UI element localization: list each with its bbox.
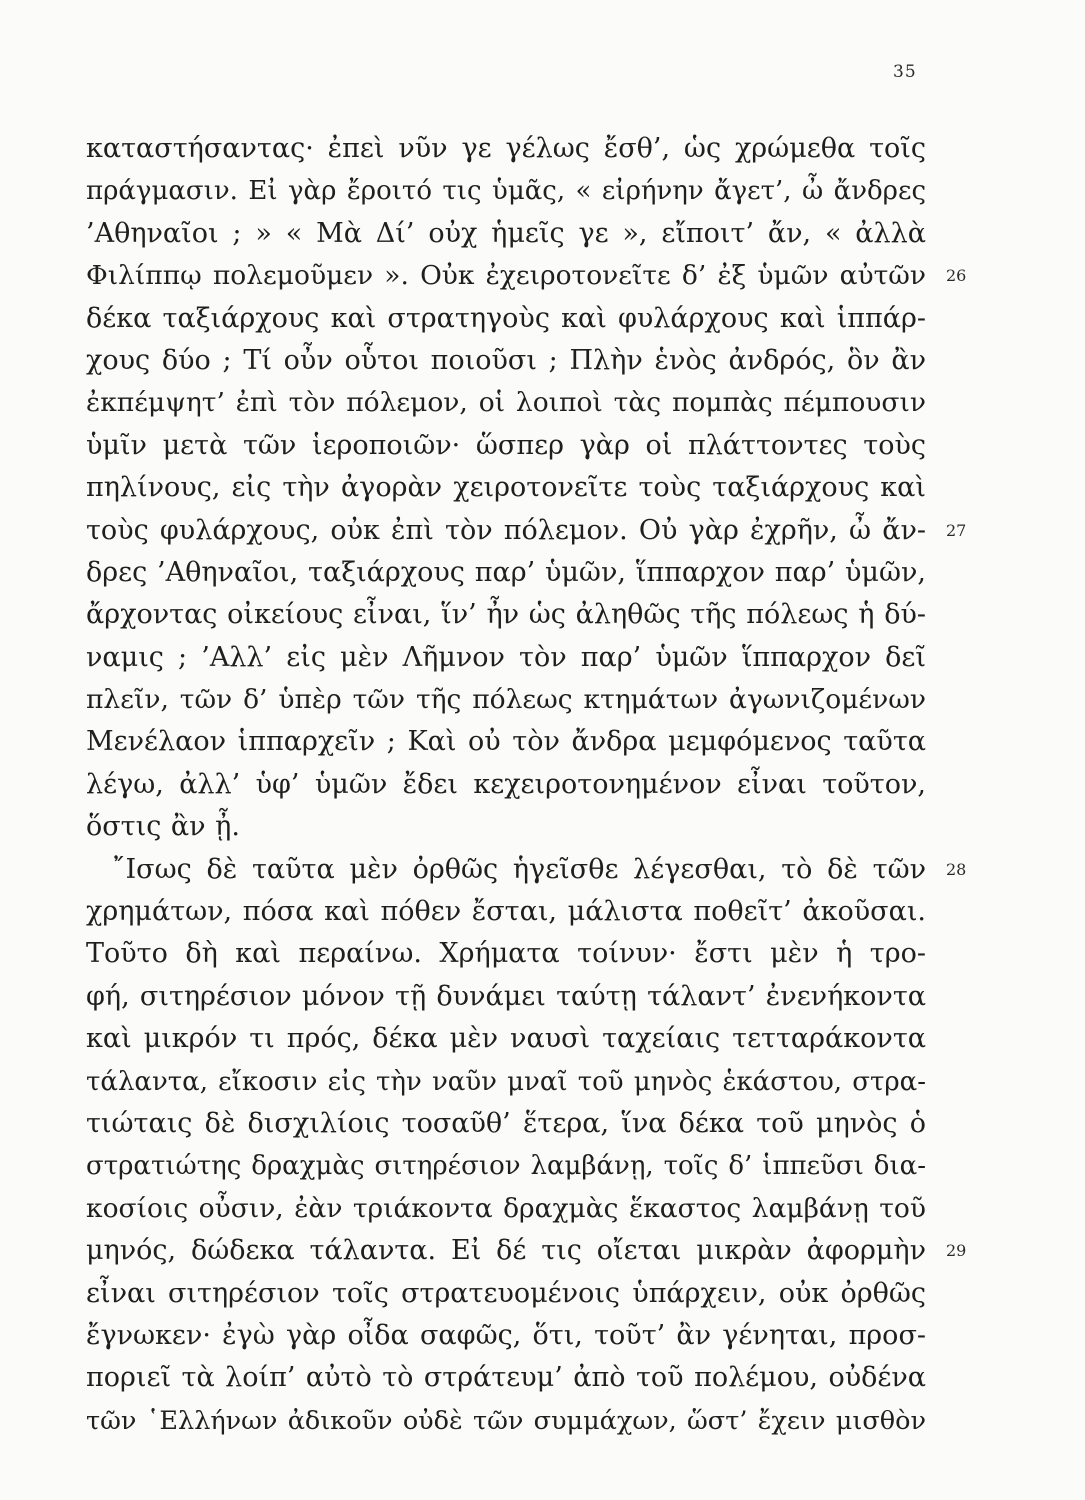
text-line (86, 170, 926, 212)
line-text: δέκα ταξιάρχους καὶ στρατηγοὺς καὶ φυλάρχους καὶ ἱππάρ- (86, 302, 926, 334)
text-line (86, 213, 926, 255)
text-line (86, 721, 926, 763)
line-text: μηνός, δώδεκα τάλαντα. Εἰ δέ τις οἴεται μικρὰν ἀφορμὴν (86, 1235, 926, 1267)
line-text: πλεῖν, τῶν δ’ ὑπὲρ τῶν τῆς πόλεως κτημάτων ἀγωνιζομένων (86, 684, 926, 716)
line-text: κοσίοις οὖσιν, ἐὰν τριάκοντα δραχμὰς ἕκαστος λαμβάνῃ τοῦ (86, 1192, 926, 1224)
text-line (86, 1273, 926, 1315)
line-text: τοὺς φυλάρχους, οὐκ ἐπὶ τὸν πόλεμον. Οὐ γὰρ ἐχρῆν, ὦ ἄν- (86, 514, 926, 546)
line-text: καταστήσαντας· ἐπεὶ νῦν γε γέλως ἔσθ’, ὡς χρώμεθα τοῖς (86, 133, 926, 164)
text-line (86, 552, 926, 594)
line-text: χρημάτων, πόσα καὶ πόθεν ἔσται, μάλιστα ποθεῖτ’ ἀκοῦσαι. (86, 896, 926, 928)
text-line (86, 467, 926, 509)
text-line (86, 1018, 926, 1060)
line-text: ναμις ; ’Αλλ’ εἰς μὲν Λῆμνον τὸν παρ’ ὑμῶν ἵππαρχον δεῖ (86, 641, 926, 673)
section-number: 26 (946, 266, 967, 286)
line-text: καὶ μικρόν τι πρός, δέκα μὲν ναυσὶ ταχείαις τετταράκοντα (86, 1023, 926, 1055)
line-text: ποριεῖ τὰ λοίπ’ αὐτὸ τὸ στράτευμ’ ἀπὸ τοῦ πολέμου, οὐδένα (86, 1362, 926, 1394)
text-line (86, 891, 926, 933)
line-text: Μενέλαον ἱππαρχεῖν ; Καὶ οὐ τὸν ἄνδρα μεμφόμενος ταῦτα (86, 726, 926, 758)
text-line (86, 933, 926, 975)
text-line (86, 1315, 926, 1357)
text-line (86, 764, 926, 806)
text-line (86, 1188, 926, 1230)
line-text: ’Αθηναῖοι ; » « Μὰ Δί’ οὐχ ἡμεῖς γε », εἴποιτ’ ἄν, « ἀλλὰ (86, 217, 926, 249)
text-line (86, 255, 967, 297)
body-text (86, 128, 967, 1442)
page-number: 35 (893, 62, 917, 82)
text-line (86, 1230, 967, 1272)
line-text: χους δύο ; Τί οὖν οὗτοι ποιοῦσι ; Πλὴν ἑνὸς ἀνδρός, ὃν ἂν (86, 344, 926, 376)
text-line (86, 1357, 926, 1399)
line-text: λέγω, ἀλλ’ ὑφ’ ὑμῶν ἔδει κεχειροτονημένον εἶναι τοῦτον, (86, 768, 926, 800)
text-line (86, 976, 926, 1018)
line-text: φή, σιτηρέσιον μόνον τῇ δυνάμει ταύτῃ τάλαντ’ ἐνενήκοντα (86, 980, 926, 1012)
text-line (86, 679, 926, 721)
line-text: ῎Ισως δὲ ταῦτα μὲν ὀρθῶς ἡγεῖσθε λέγεσθαι, τὸ δὲ τῶν (112, 853, 926, 885)
text-line (86, 1061, 926, 1103)
line-text: ἔγνωκεν· ἐγὼ γὰρ οἶδα σαφῶς, ὅτι, τοῦτ’ ἂν γένηται, προσ- (86, 1319, 926, 1351)
text-line (86, 128, 926, 170)
line-text: Τοῦτο δὴ καὶ περαίνω. Χρήματα τοίνυν· ἔστι μὲν ἡ τρο- (86, 938, 926, 970)
line-text: ἄρχοντας οἰκείους εἶναι, ἵν’ ἦν ὡς ἀληθῶς τῆς πόλεως ἡ δύ- (86, 599, 926, 631)
text-line (86, 637, 926, 679)
line-text: ἐκπέμψητ’ ἐπὶ τὸν πόλεμον, οἱ λοιποὶ τὰς πομπὰς πέμπουσιν (86, 387, 926, 419)
text-line (86, 806, 926, 848)
line-text: τιώταις δὲ δισχιλίοις τοσαῦθ’ ἕτερα, ἵνα δέκα τοῦ μηνὸς ὁ (86, 1107, 926, 1139)
line-text: πηλίνους, εἰς τὴν ἀγορὰν χειροτονεῖτε τοὺς ταξιάρχους καὶ (86, 472, 926, 504)
line-text: δρες ’Αθηναῖοι, ταξιάρχους παρ’ ὑμῶν, ἵππαρχον παρ’ ὑμῶν, (86, 556, 926, 588)
text-line (86, 1145, 926, 1187)
text-line (86, 849, 967, 891)
line-text: πράγμασιν. Εἰ γὰρ ἔροιτό τις ὑμᾶς, « εἰρήνην ἄγετ’, ὦ ἄνδρες (86, 176, 926, 207)
line-text: τῶν ῾Ελλήνων ἀδικοῦν οὐδὲ τῶν συμμάχων, ὥστ’ ἔχειν μισθὸν (86, 1405, 926, 1436)
section-number: 27 (946, 520, 967, 540)
line-text: τάλαντα, εἴκοσιν εἰς τὴν ναῦν μναῖ τοῦ μηνὸς ἑκάστου, στρα- (86, 1066, 926, 1097)
text-line (86, 382, 926, 424)
section-number: 29 (946, 1241, 967, 1261)
text-line (86, 340, 926, 382)
line-text: εἶναι σιτηρέσιον τοῖς στρατευομένοις ὑπάρχειν, οὐκ ὀρθῶς (86, 1277, 926, 1309)
text-line (86, 1103, 926, 1145)
text-line (86, 510, 967, 552)
section-number: 28 (946, 859, 967, 879)
line-text: Φιλίππῳ πολεμοῦμεν ». Οὐκ ἐχειροτονεῖτε δ’ ἐξ ὑμῶν αὐτῶν (86, 260, 926, 292)
text-line (86, 298, 926, 340)
line-text: ὅστις ἂν ᾖ. (86, 811, 240, 843)
line-text: ὑμῖν μετὰ τῶν ἱεροποιῶν· ὥσπερ γὰρ οἱ πλάττοντες τοὺς (86, 429, 926, 461)
text-line (86, 1400, 926, 1442)
text-line (86, 594, 926, 636)
line-text: στρατιώτης δραχμὰς σιτηρέσιον λαμβάνῃ, τοῖς δ’ ἱππεῦσι δια- (86, 1151, 926, 1182)
text-line (86, 425, 926, 467)
